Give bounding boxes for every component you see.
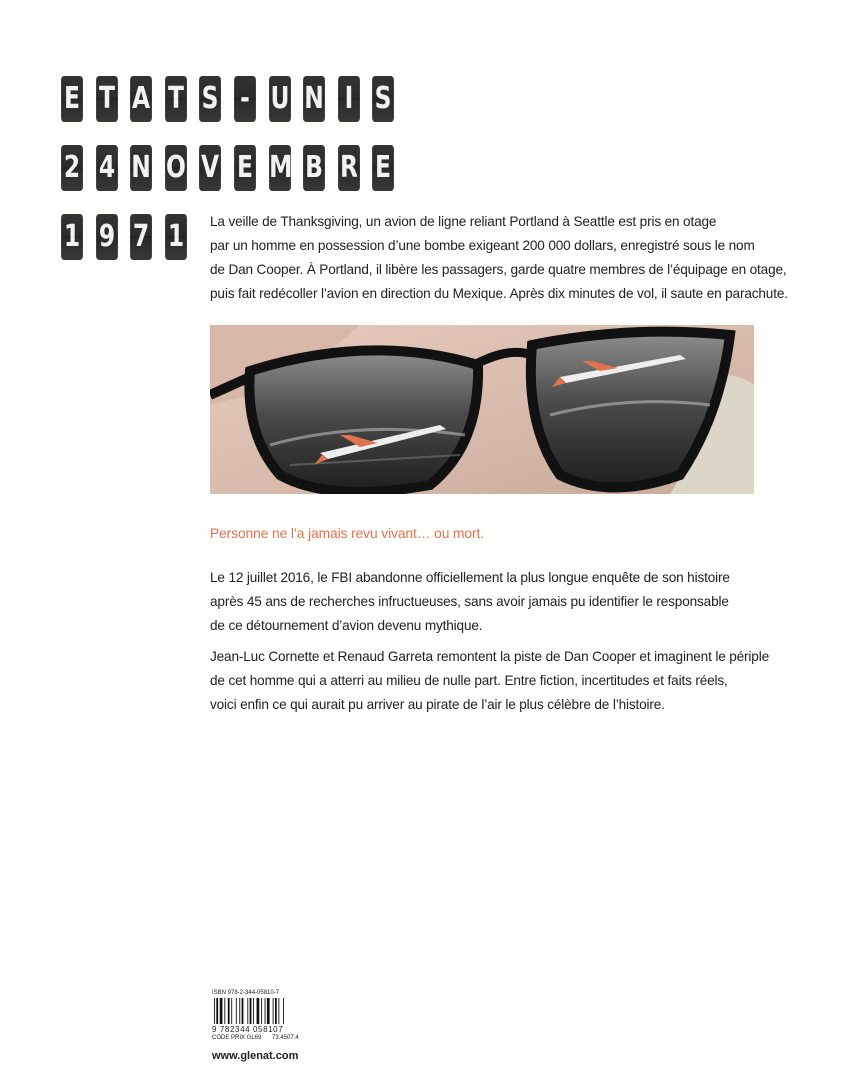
paragraph-line: de ce détournement d’avion devenu mythique. [210,618,483,633]
flap-tile: M [269,145,291,191]
flap-tile: V [199,145,221,191]
flap-tile: T [96,76,118,122]
barcode-bar [261,998,262,1024]
tagline: Personne ne l’a jamais revu vivant… ou mort. [210,526,484,541]
intro-paragraph [210,210,788,306]
left-lens [249,350,478,492]
barcode-bar [273,998,274,1024]
barcode-bar [247,998,248,1024]
flap-tile: 1 [165,214,187,260]
barcode-bar [231,998,232,1024]
code-prix: CODE PRIX GL69 [212,1035,262,1041]
sunglasses-illustration [210,325,754,494]
intro-line: puis fait redécoller l’avion en direction du Mexique. Après dix minutes de vol, il saute en parachute. [210,286,788,301]
barcode-bar [283,998,284,1024]
barcode-bar [220,998,223,1024]
flap-tile: - [234,76,256,122]
reference-number: 73.4507.4 [272,1035,299,1041]
flap-tile: S [372,76,394,122]
barcode-bar [253,998,254,1024]
barcode-bar [265,998,266,1024]
flap-tile: B [303,145,325,191]
flap-tile: O [165,145,187,191]
intro-line: de Dan Cooper. À Portland, il libère les passagers, garde quatre membres de l’équipage en otage, [210,262,787,277]
paragraph-line: Le 12 juillet 2016, le FBI abandonne officiellement la plus longue enquête de son histoire [210,570,730,585]
flap-tile: 7 [130,214,152,260]
flap-tile: T [165,76,187,122]
barcode-bar [216,998,218,1024]
paragraph-line: Jean-Luc Cornette et Renaud Garreta remontent la piste de Dan Cooper et imaginent le périple [210,649,769,664]
flap-tile: E [234,145,256,191]
flap-tile: N [130,145,152,191]
publisher-website[interactable]: www.glenat.com [212,1050,299,1062]
intro-line: par un homme en possession d’une bombe exigeant 200 000 dollars, enregistré sous le nom [210,238,755,253]
paragraph-line: de cet homme qui a atterri au milieu de nulle part. Entre fiction, incertitudes et faits réels, [210,673,728,688]
barcode-digits: 9 782344 058107 [212,1025,284,1034]
barcode-bars [212,998,312,1024]
flap-tile: 2 [61,145,83,191]
barcode-bar [239,998,240,1024]
barcode-bar [275,998,277,1024]
flap-tile: I [338,76,360,122]
barcode-bar [257,998,260,1024]
paragraph-authors [210,645,770,717]
barcode-bar [224,998,225,1024]
flap-tile: E [372,145,394,191]
flap-tile: R [338,145,360,191]
barcode-bar [278,998,279,1024]
intro-line: La veille de Thanksgiving, un avion de ligne reliant Portland à Seattle est pris en otage [210,214,717,229]
paragraph-line: voici enfin ce qui aurait pu arriver au pirate de l’air le plus célèbre de l’histoire. [210,697,665,712]
flap-tile: U [269,76,291,122]
barcode-bar [228,998,230,1024]
flap-tile: S [199,76,221,122]
barcode-bar [242,998,244,1024]
barcode-bar [236,998,237,1024]
flap-tile: N [303,76,325,122]
barcode-bar [267,998,270,1024]
isbn-label: ISBN 978-2-344-05810-7 [212,990,280,996]
paragraph-fbi [210,566,770,638]
barcode-bar [250,998,252,1024]
flap-tile: 9 [96,214,118,260]
flap-tile: E [61,76,83,122]
flap-tile: 1 [61,214,83,260]
flap-tile: 4 [96,145,118,191]
barcode-bar [214,998,215,1024]
paragraph-line: après 45 ans de recherches infructueuses, sans avoir jamais pu identifier le responsable [210,594,729,609]
flap-tile: A [130,76,152,122]
